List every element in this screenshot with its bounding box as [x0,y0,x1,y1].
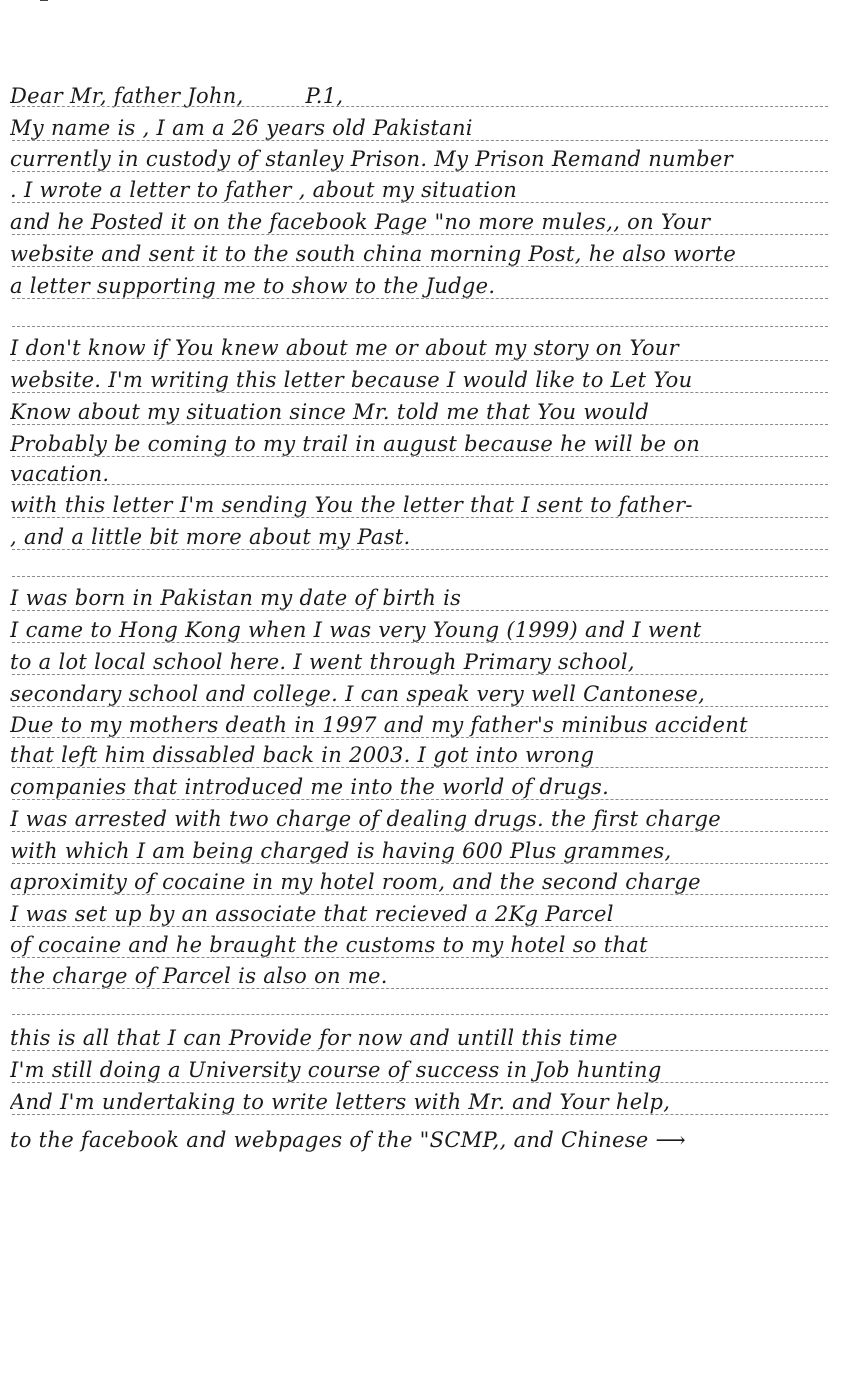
ruled-line [12,424,828,425]
ruled-line [12,926,828,927]
letter-line: that left him dissabled back in 2003. I got into wrong [10,743,595,767]
greeting: Dear Mr, father John, [10,84,244,108]
ruled-line [12,326,828,327]
letter-line: I was born in Pakistan my date of birth is [10,586,462,610]
letter-line: I'm still doing a University course of success in Job hunting [10,1058,662,1082]
top-mark [40,0,48,5]
ruled-line [12,674,828,675]
ruled-line [12,799,828,800]
ruled-line [12,140,828,141]
letter-line: , and a little bit more about my Past. [10,525,411,549]
ruled-line [12,863,828,864]
ruled-line [12,171,828,172]
letter-line: currently in custody of stanley Prison. My Prison Remand number [10,147,733,171]
letter-line: this is all that I can Provide for now and untill this time [10,1026,618,1050]
ruled-line [12,549,828,550]
ruled-line [12,484,828,485]
ruled-line [12,831,828,832]
ruled-line [12,456,828,457]
letter-line: companies that introduced me into the world of drugs. [10,775,610,799]
letter-line: I came to Hong Kong when I was very Young (1999) and I went [10,618,702,642]
ruled-line [12,1014,828,1015]
letter-line: vacation. [10,462,110,486]
page-number: P.1, [305,84,344,108]
ruled-line [12,106,828,107]
ruled-line [12,298,828,299]
letter-line: Due to my mothers death in 1997 and my father's minibus accident [10,713,748,737]
letter-line: a letter supporting me to show to the Judge. [10,274,496,298]
ruled-line [12,234,828,235]
ruled-line [12,642,828,643]
letter-line: website. I'm writing this letter because I would like to Let You [10,368,693,392]
letter-line: website and sent it to the south china morning Post, he also worte [10,242,737,266]
ruled-line [12,610,828,611]
letter-line: to a lot local school here. I went through Primary school, [10,650,635,674]
letter-line: to the facebook and webpages of the "SCMP,, and Chinese ⟶ [10,1128,686,1152]
letter-line: with which I am being charged is having 600 Plus grammes, [10,839,672,863]
letter-line: and he Posted it on the facebook Page "no more mules,, on Your [10,210,711,234]
ruled-line [12,266,828,267]
ruled-line [12,576,828,577]
ruled-line [12,737,828,738]
letter-line: I was arrested with two charge of dealing drugs. the first charge [10,807,721,831]
letter-line: . I wrote a letter to father , about my situation [10,178,518,202]
letter-line: Know about my situation since Mr. told me that You would [10,400,650,424]
ruled-line [12,392,828,393]
letter-line: with this letter I'm sending You the letter that I sent to father- [10,493,693,517]
ruled-line [12,1050,828,1051]
ruled-line [12,957,828,958]
letter-line: the charge of Parcel is also on me. [10,964,388,988]
letter-line: I was set up by an associate that recieved a 2Kg Parcel [10,902,614,926]
ruled-line [12,360,828,361]
ruled-line [12,1114,828,1115]
letter-line: Probably be coming to my trail in august because he will be on [10,432,701,456]
ruled-line [12,706,828,707]
ruled-line [12,894,828,895]
letter-line: of cocaine and he braught the customs to my hotel so that [10,933,648,957]
ruled-line [12,517,828,518]
ruled-line [12,1082,828,1083]
letter-line: aproximity of cocaine in my hotel room, and the second charge [10,870,701,894]
ruled-line [12,988,828,989]
letter-line: My name is , I am a 26 years old Pakistani [10,116,473,140]
letter-line: I don't know if You knew about me or about my story on Your [10,336,679,360]
ruled-line [12,202,828,203]
letter-line: And I'm undertaking to write letters with Mr. and Your help, [10,1090,671,1114]
letter-line: secondary school and college. I can speak very well Cantonese, [10,682,706,706]
ruled-line [12,767,828,768]
